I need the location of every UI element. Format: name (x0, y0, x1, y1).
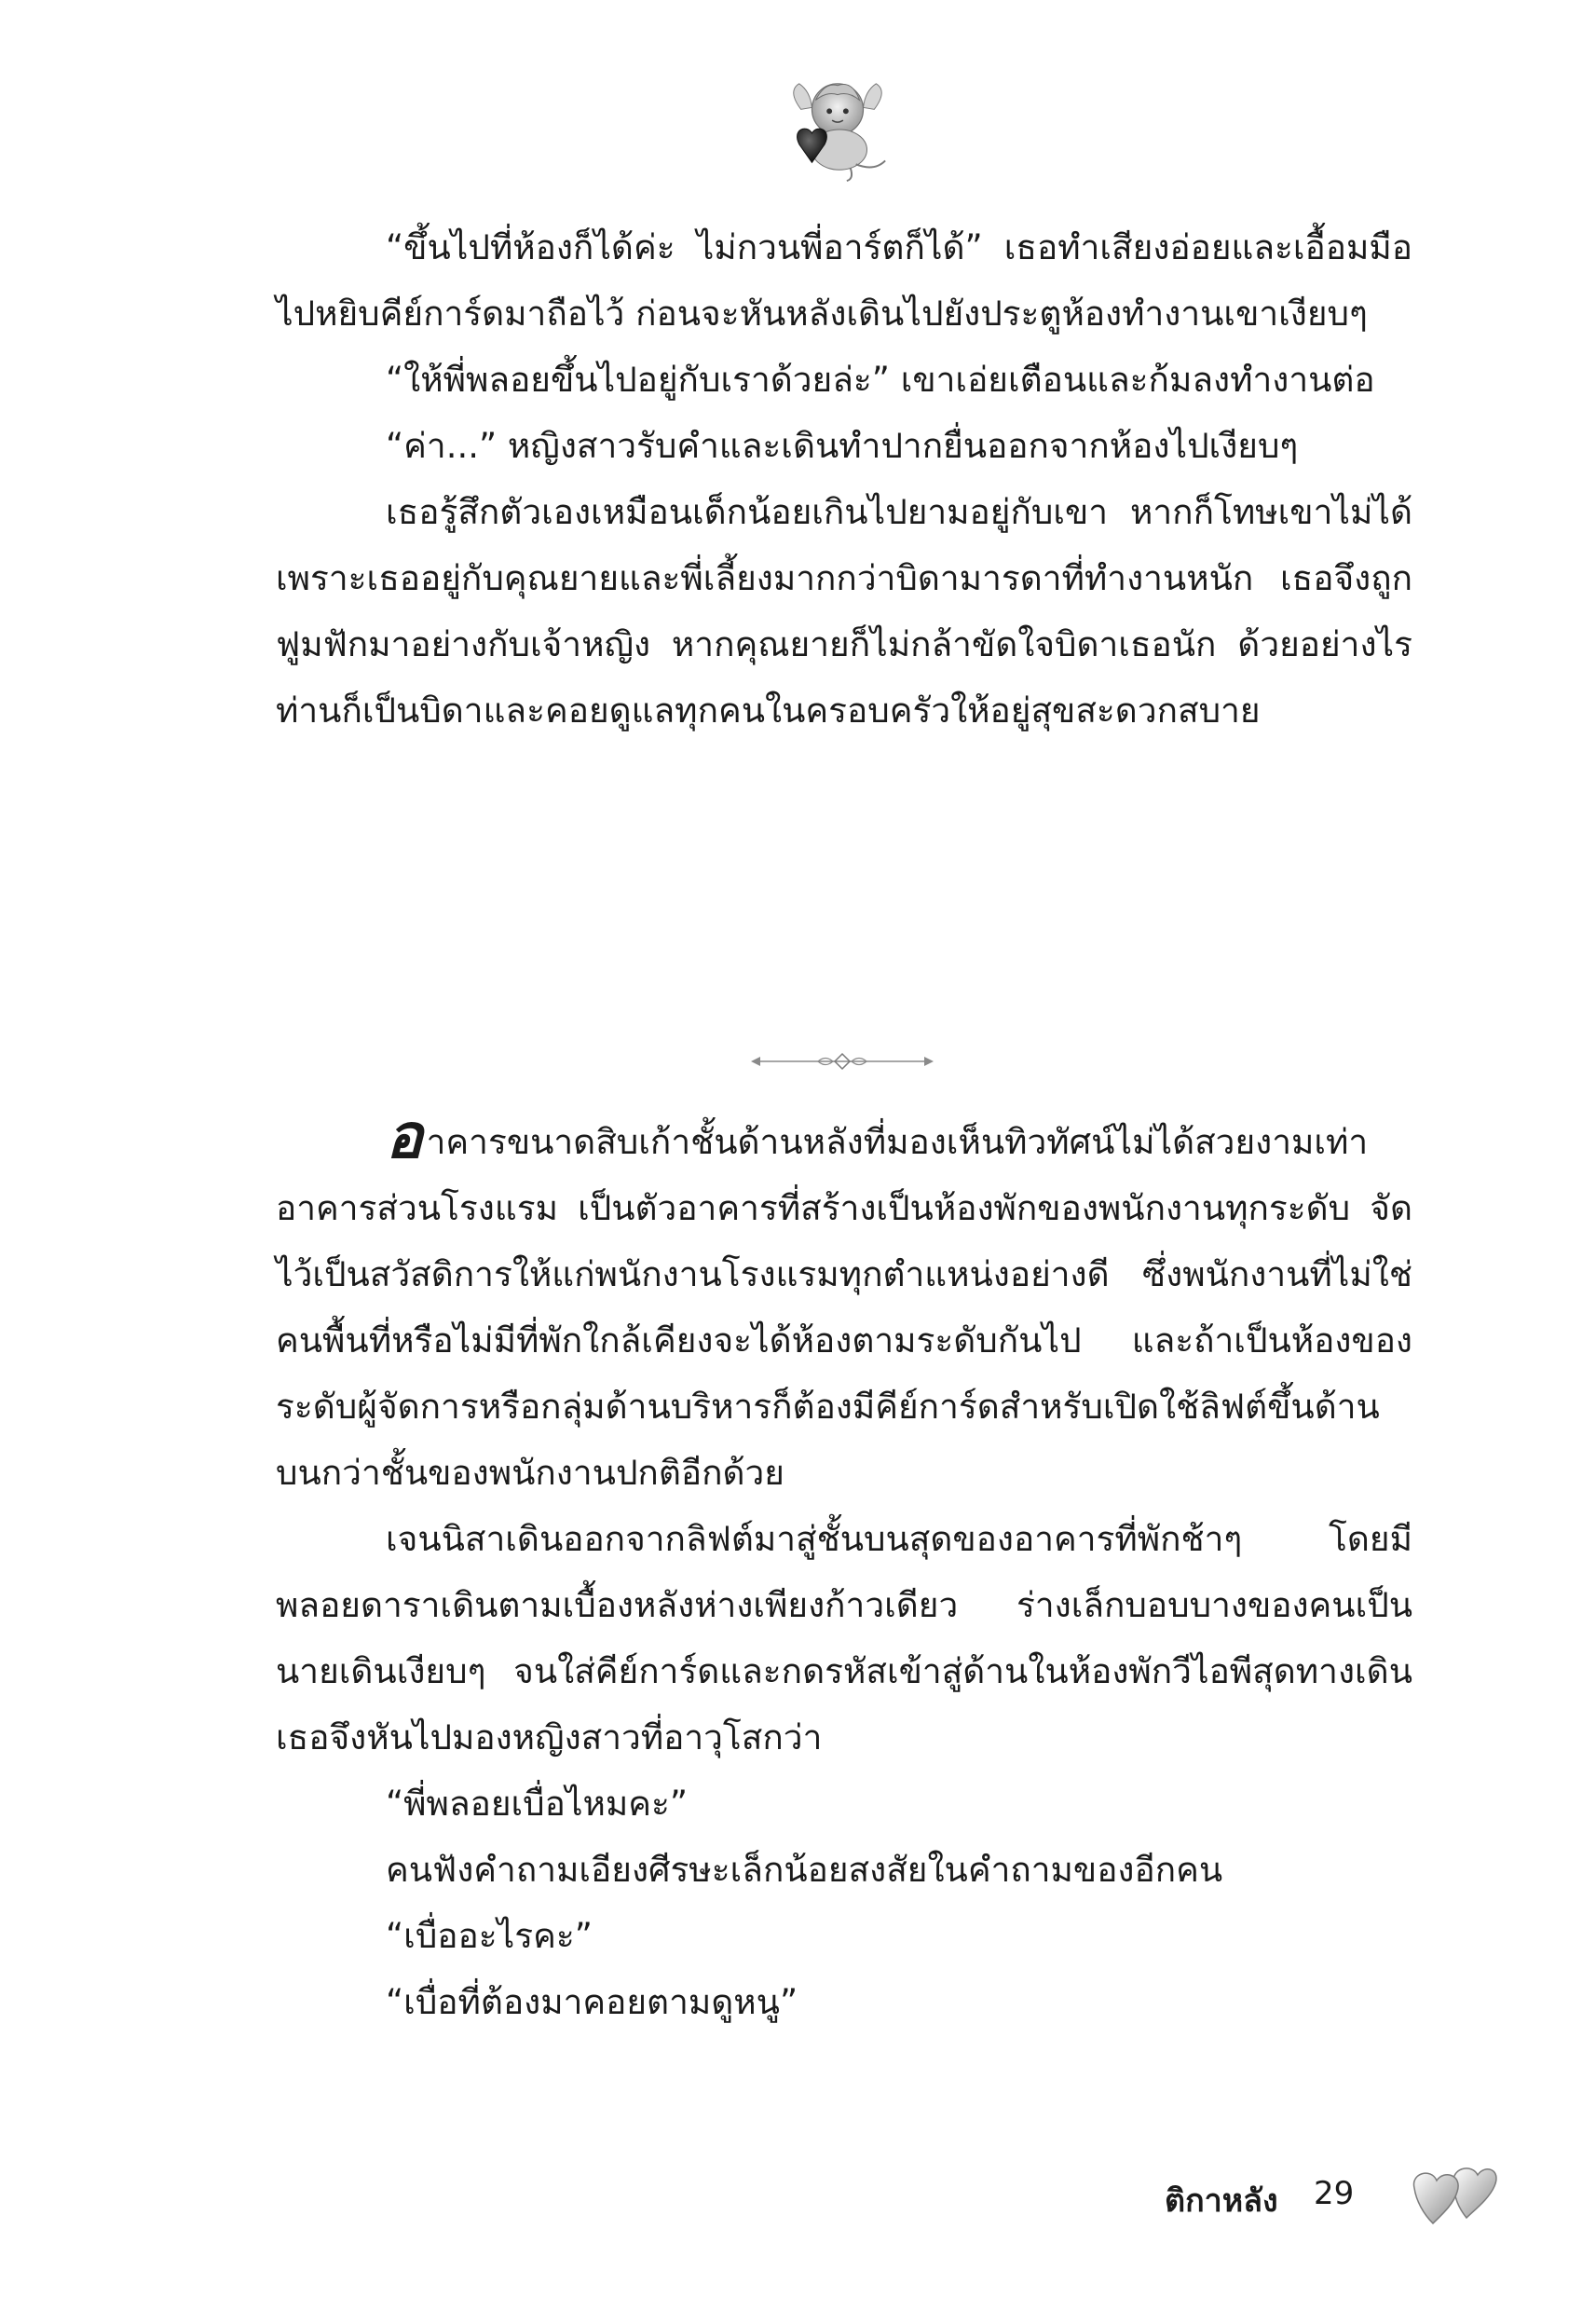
cupid-with-heart-icon (783, 73, 893, 183)
paragraph: “ให้พี่พลอยขึ้นไปอยู่กับเราด้วยล่ะ” เขาเอ่ยเตือนและก้มลงทำงานต่อ (386, 360, 1375, 400)
dropcap-letter: อ (386, 1101, 423, 1172)
paragraph: “ค่า...” หญิงสาวรับคำและเดินทำปากยื่นออกจากห้องไปเงียบๆ (386, 426, 1299, 466)
ornamental-divider-icon (751, 1051, 934, 1072)
paragraph: เธอรู้สึกตัวเองเหมือนเด็กน้อยเกินไปยามอยู่กับเขา หากก็โทษเขาไม่ได้ เพราะเธออยู่กับคุณยายและพี่เลี้ยงมากกว่าบิดามารดาที่ทำงานหนัก เธอจึงถูกฟูมฟักมาอย่างกับเจ้าหญิง หากคุณยายก็ไม่กล้าขัดใจบิดาเธอนัก ด้วยอย่างไรท่านก็เป็นบิดาและคอยดูแลทุกคนในครอบครัวให้อยู่สุขสะดวกสบาย (276, 492, 1412, 731)
page-number: 29 (1314, 2175, 1355, 2212)
paragraph: เจนนิสาเดินออกจากลิฟต์มาสู่ชั้นบนสุดของอาคารที่พักช้าๆ โดยมีพลอยดาราเดินตามเบื้องหลังห่างเพียงก้าวเดียว ร่างเล็กบอบบางของคนเป็นนายเดินเงียบๆ จนใส่คีย์การ์ดและกดรหัสเข้าสู่ด้านในห้องพักวีไอพีสุดทางเดิน เธอจึงหันไปมองหญิงสาวที่อาวุโสกว่า (276, 1519, 1412, 1757)
text-section-top (276, 214, 1412, 744)
paragraph: คนฟังคำถามเอียงศีรษะเล็กน้อยสงสัยในคำถามของอีกคน (386, 1850, 1223, 1890)
paragraph: “ขึ้นไปที่ห้องก็ได้ค่ะ ไม่กวนพี่อาร์ตก็ได้” เธอทำเสียงอ่อยและเอื้อมมือไปหยิบคีย์การ์ดมาถือไว้ ก่อนจะหันหลังเดินไปยังประตูห้องทำงานเขาเงียบๆ (276, 227, 1412, 334)
paragraph: “เบื่ออะไรคะ” (386, 1916, 593, 1956)
page-footer (1165, 2160, 1556, 2235)
paragraph: “เบื่อที่ต้องมาคอยตามดูหนู” (386, 1982, 798, 2022)
double-heart-icon (1405, 2160, 1498, 2235)
paragraph-rest: าคารขนาดสิบเก้าชั้นด้านหลังที่มองเห็นทิวทัศน์ไม่ได้สวยงามเท่าอาคารส่วนโรงแรม เป็นตัวอาคารที่สร้างเป็นห้องพักของพนักงานทุกระดับ จัดไว้เป็นสวัสดิการให้แก่พนักงานโรงแรมทุกตำแหน่งอย่างดี ซึ่งพนักงานที่ไม่ใช่คนพื้นที่หรือไม่มีที่พักใกล้เคียงจะได้ห้องตามระดับกันไป และถ้าเป็นห้องของระดับผู้จัดการหรือกลุ่มด้านบริหารก็ต้องมีคีย์การ์ดสำหรับเปิดใช้ลิฟต์ขึ้นด้านบนกว่าชั้นของพนักงานปกติอีกด้วย (276, 1122, 1412, 1493)
paragraph: “พี่พลอยเบื่อไหมคะ” (386, 1784, 689, 1824)
text-section-bottom (276, 1101, 1412, 2035)
book-title: ติกาหลัง (1165, 2182, 1278, 2220)
paragraph-with-dropcap (276, 1101, 1412, 1506)
